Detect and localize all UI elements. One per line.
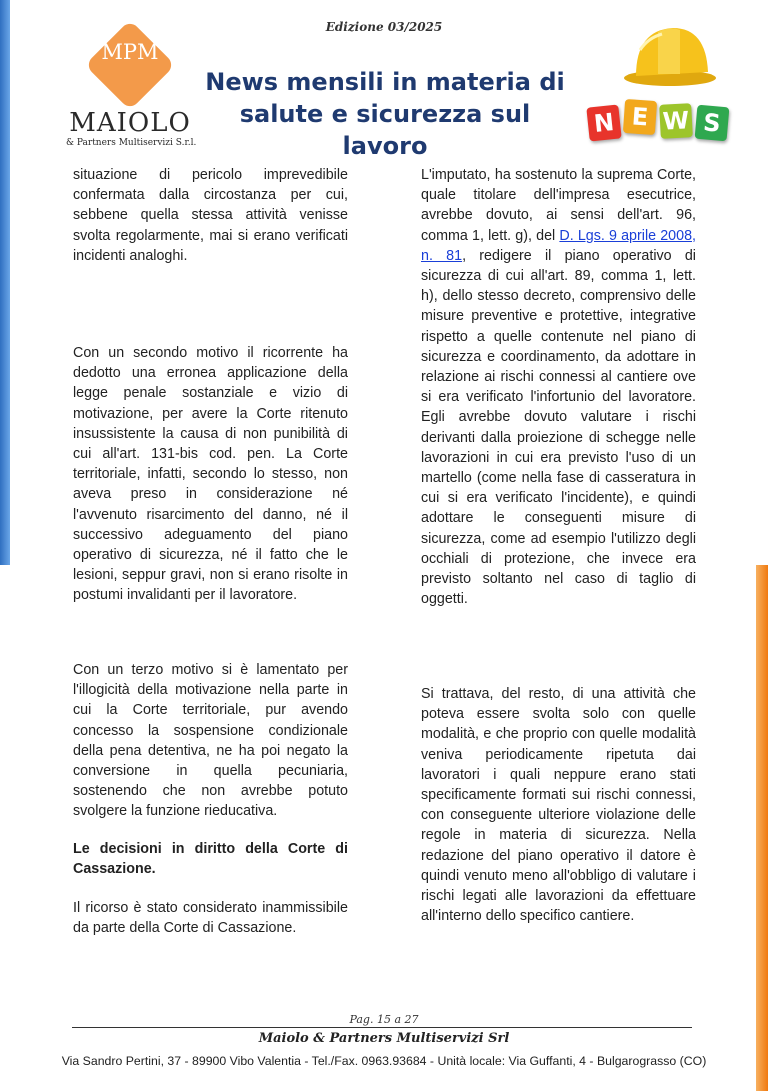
news-block-e: E: [623, 99, 657, 135]
news-block-s: S: [695, 105, 730, 142]
news-block-n: N: [586, 104, 621, 141]
section-heading: Le decisioni in diritto della Corte di Cassazione.: [73, 841, 348, 878]
footer-company: Maiolo & Partners Multiservizi Srl: [258, 1031, 510, 1046]
right-paragraph-2: Si trattava, del resto, di una attività che poteva essere svolta solo con quelle modalità, e che proprio con quelle modalità veniva periodicamente ripetuta dai lavoratori i quali neppure erano stati specificamente formati sui rischi connessi, con conseguente ulteriore violazione delle regole in materia di sicurezza. Nella redazione del piano operativo il datore è quindi venuto meno all'obbligo di valutare i rischi legati alle lavorazioni da effettuare all'interno dello specifico cantiere.: [421, 686, 696, 925]
left-paragraph-2: Con un secondo motivo il ricorrente ha dedotto una erronea applicazione della legge penale sostanziale e vizio di motivazione, per avere la Corte ritenuto insussistente la causa di non punibilità di cui all'art. 131-bis cod. pen. La Corte territoriale, infatti, secondo lo stesso, non aveva preso in considerazione né l'avvenuto risarcimento del danno, né il successivo adeguamento del piano operativo di sicurezza, né il fatto che le lesioni, seppur gravi, non si erano risolte in postumi invalidanti per il lavoratore.: [73, 345, 348, 604]
company-logo: [60, 20, 200, 150]
hard-hat-icon: [618, 20, 718, 90]
title-line-2: salute e sicurezza sul lavoro: [239, 100, 531, 160]
page-number: Pag. 15 a 27: [349, 1013, 419, 1026]
left-paragraph-3: Con un terzo motivo si è lamentato per l'illogicità della motivazione nella parte in cui la Corte territoriale, pur avendo concesso la sospensione condizionale della pena detentiva, ne ha poi negato la conversione in quella pecuniaria, sostenendo che non avrebbe potuto svolgere la funzione rieducativa.: [73, 662, 348, 820]
footer-address: Via Sandro Pertini, 37 - 89900 Vibo Valentia - Tel./Fax. 0963.93684 - Unità locale: Via Guffanti, 4 - Bulgarograsso (CO): [61, 1054, 707, 1068]
logo-name: MAIOLO: [69, 108, 191, 138]
decree-link[interactable]: D. Lgs. 9 aprile 2008, n. 81: [421, 227, 697, 264]
title-line-1: News mensili in materia di: [205, 68, 565, 96]
right-paragraph-1: L'imputato, ha sostenuto la suprema Corte, quale titolare dell'impresa esecutrice, avrebbe dovuto, ai sensi dell'art. 96, comma 1, lett. g), del D. Lgs. 9 aprile 2008, n. 81, redigere il piano operativo di sicurezza di cui all'art. 89, comma 1, lett. h), dello stesso decreto, comprensivo delle misure preventive e protettive, integrative rispetto a quelle contenute nel piano di sicurezza e coordinamento, da adottare in relazione ai rischi connessi al cantiere ove si era verificato l'infortunio del lavoratore. Egli avrebbe dovuto valutare i rischi derivanti dalla proiezione di schegge nelle lavorazioni in cui era previsto l'uso di un martello (come nella fase di casseratura in cui si era verificato l'incidente), e quindi adottare le conseguenti misure di sicurezza, come ad esempio l'utilizzo degli occhiali di protezione, che invece era previsto soltanto nel caso di taglio di oggetti.: [421, 167, 697, 608]
logo-initials: MPM: [101, 40, 159, 64]
left-accent-bar: [0, 0, 10, 565]
logo-subtitle: & Partners Multiservizi S.r.l.: [66, 138, 197, 148]
logo-diamond-icon: [85, 20, 175, 110]
left-paragraph-1: situazione di pericolo imprevedibile confermata dalla circostanza per cui, sebbene quella stessa attività venisse svolta regolarmente, mai si erano verificati incidenti analoghi.: [73, 167, 348, 264]
edition-label: Edizione 03/2025: [325, 20, 443, 34]
footer-divider: [72, 1027, 692, 1028]
page-title: [200, 66, 570, 162]
left-paragraph-4: Il ricorso è stato considerato inammissibile da parte della Corte di Cassazione.: [73, 900, 348, 937]
news-block-w: W: [659, 103, 693, 139]
